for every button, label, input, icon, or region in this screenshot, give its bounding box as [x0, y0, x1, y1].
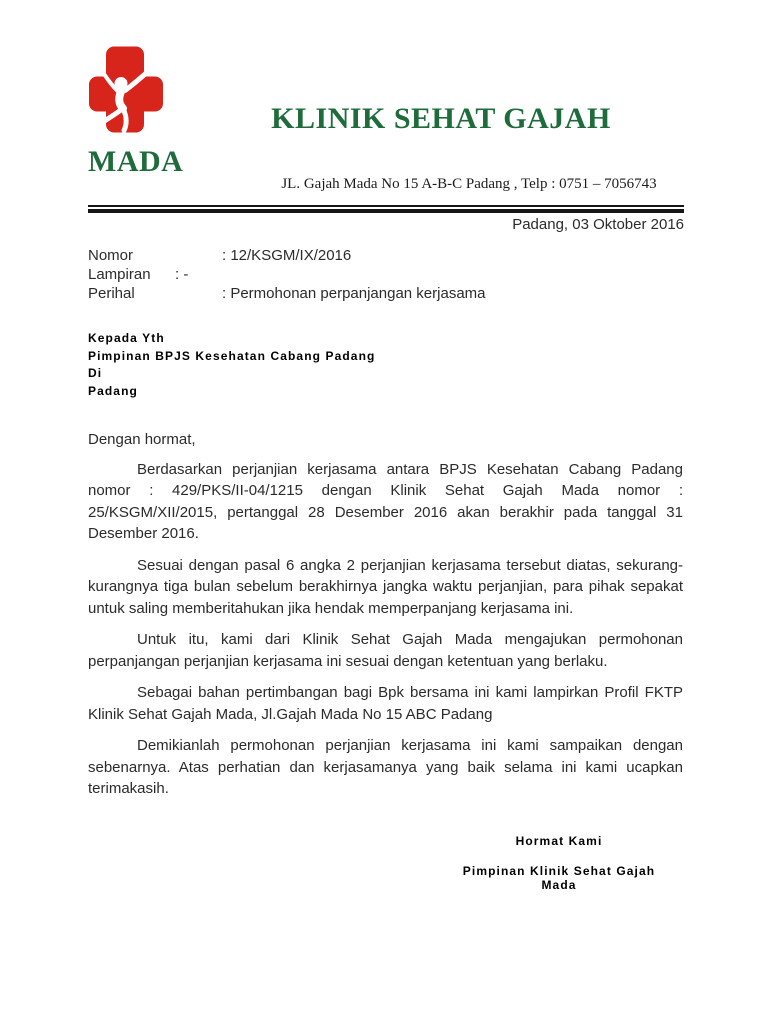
- closing-salutation: Hormat Kami: [515, 833, 603, 848]
- meta-value: : Permohonan perpanjangan kerjasama: [222, 285, 486, 302]
- meta-value: : 12/KSGM/IX/2016: [222, 247, 352, 264]
- clinic-name-line2: MADA: [88, 145, 184, 178]
- date-line: Padang, 03 Oktober 2016: [512, 216, 684, 233]
- closing-signer-title: Pimpinan Klinik Sehat Gajah Mada: [462, 863, 656, 892]
- paragraph: Sesuai dengan pasal 6 angka 2 perjanjian kerjasama tersebut diatas, sekurang-kurangnya tiga bulan sebelum berakhirnya jangka waktu perjanjian, para pihak sepakat untuk saling memberitahukan jika hendak memperpanjang kerjasama ini.: [88, 556, 683, 617]
- paragraph: Berdasarkan perjanjian kerjasama antara BPJS Kesehatan Cabang Padang nomor : 429/PKS/II-04/1215 dengan Klinik Sehat Gajah Mada nomor : 25/KSGM/XII/2015, pertanggal 28 Desember 2016 akan berakhir pada tanggal 31 Desember 2016.: [88, 460, 683, 543]
- recipient-block: [88, 330, 683, 401]
- paragraph: Untuk itu, kami dari Klinik Sehat Gajah Mada mengajukan permohonan perpanjangan perjanjian kerjasama ini sesuai dengan ketentuan yang berlaku.: [88, 631, 683, 670]
- salutation: Dengan hormat,: [88, 430, 196, 448]
- meta-label: Perihal: [88, 285, 135, 302]
- paragraph: Demikianlah permohonan perjanjian kerjasama ini kami sampaikan dengan sebenarnya. Atas perhatian dan kerjasamanya yang baik selama ini kami ucapkan terimakasih.: [88, 737, 683, 798]
- meta-value: : -: [175, 266, 189, 283]
- divider-thin-line: [88, 205, 684, 207]
- meta-row-perihal: [88, 284, 683, 303]
- red-cross-with-person-icon: [89, 46, 163, 133]
- paragraph: Sebagai bahan pertimbangan bagi Bpk bersama ini kami lampirkan Profil FKTP Klinik Sehat Gajah Mada, Jl.Gajah Mada No 15 ABC Padang: [88, 684, 683, 723]
- closing-block: [448, 834, 670, 892]
- meta-label: Lampiran: [88, 266, 151, 283]
- recipient-line: Padang: [88, 384, 138, 399]
- clinic-name-line1: KLINIK SEHAT GAJAH: [271, 102, 611, 135]
- letter-body: [88, 459, 683, 800]
- letterhead: [0, 0, 768, 205]
- divider-thick-line: [88, 209, 684, 213]
- meta-row-lampiran: [88, 265, 683, 284]
- meta-row-nomor: [88, 246, 683, 265]
- header-divider-rule: [88, 205, 684, 213]
- letter-meta: [88, 246, 683, 303]
- recipient-line: Kepada Yth: [88, 331, 165, 345]
- meta-label: Nomor: [88, 247, 134, 264]
- recipient-line: Pimpinan BPJS Kesehatan Cabang Padang: [88, 348, 376, 363]
- recipient-line: Di: [88, 366, 103, 381]
- clinic-address: JL. Gajah Mada No 15 A-B-C Padang , Telp : 0751 – 7056743: [281, 176, 657, 192]
